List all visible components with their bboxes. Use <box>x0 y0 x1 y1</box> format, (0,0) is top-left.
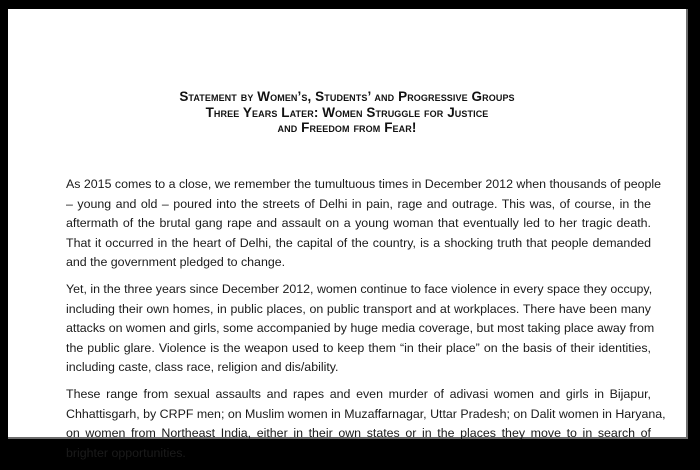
text-line: attacks on women and girls, some accompanied by huge media coverage, but most taking place away from <box>66 321 655 336</box>
title-line-3: and Freedom from Fear! <box>277 120 417 135</box>
paragraph-3 <box>66 385 666 463</box>
text-line: – young and old – poured into the streets of Delhi in pain, rage and outrage. This was, of course, in the <box>66 196 651 211</box>
text-line: brighter opportunities. <box>66 445 186 460</box>
text-line: aftermath of the brutal gang rape and assault on a young woman that eventually led to her tragic death. <box>66 216 651 231</box>
title-line-1: Statement by Women’s, Students’ and Progressive Groups <box>179 89 515 104</box>
document-page <box>8 9 688 460</box>
document-body <box>66 175 666 470</box>
text-line: including caste, class race, religion and dis/ability. <box>66 360 339 375</box>
paragraph-1 <box>66 175 662 273</box>
text-line: Chhattisgarh, by CRPF men; on Muslim women in Muzaffarnagar, Uttar Pradesh; on Dalit women in Haryana, <box>66 406 666 421</box>
text-line: These range from sexual assaults and rapes and even murder of adivasi women and girls in Bijapur, <box>66 386 651 401</box>
text-line: on women from Northeast India, either in their own states or in the places they move to in search of <box>66 426 651 441</box>
text-line: including their own homes, in public places, on public transport and at workplaces. There have been many <box>66 301 651 316</box>
text-line: Yet, in the three years since December 2012, women continue to face violence in every space they occupy, <box>66 281 653 296</box>
text-line: That it occurred in the heart of Delhi, the capital of the country, is a shocking truth that people demanded <box>66 235 651 250</box>
text-line: the public glare. Violence is the weapon used to keep them “in their place” on the basis of their identities, <box>66 340 651 355</box>
text-line: As 2015 comes to a close, we remember the tumultuous times in December 2012 when thousands of people <box>66 177 662 191</box>
text-line: and the government pledged to change. <box>66 255 286 270</box>
title-line-2: Three Years Later: Women Struggle for Justice <box>205 104 489 120</box>
paragraph-2 <box>66 280 655 378</box>
document-title <box>8 89 686 136</box>
